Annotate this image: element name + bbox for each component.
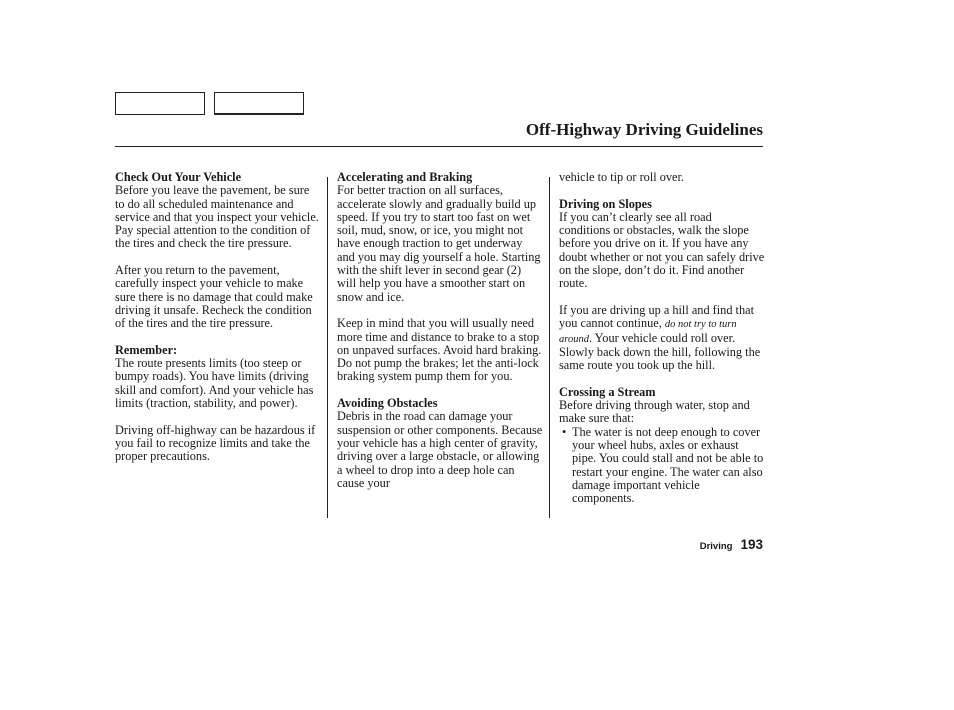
section-heading: Avoiding Obstacles — [337, 396, 438, 411]
paragraph: If you can’t clearly see all road conditions or obstacles, walk the slope before you drive on it. If you have any doubt whether or not you can safely drive on the slope, don’t do it. Find another route. — [559, 209, 765, 291]
nav-box-left[interactable] — [115, 92, 205, 115]
paragraph: The route presents limits (too steep or bumpy roads). You have limits (driving skill and comfort). And your vehicle has limits (traction, stability, and power). — [115, 356, 314, 411]
paragraph — [559, 304, 765, 372]
paragraph: Before driving through water, stop and make sure that: — [559, 398, 750, 426]
bullet-list — [559, 426, 765, 506]
bullet-item: • The water is not deep enough to cover your wheel hubs, axles or exhaust pipe. You could stall and not be able to restart your engine. The water can also damage important vehicle components. — [559, 426, 765, 506]
page-number: 193 — [740, 537, 763, 552]
paragraph: Debris in the road can damage your suspension or other components. Because your vehicle has a high center of gravity, driving over a large obstacle, or allowing a wheel to drop into a deep hole can cause your — [337, 409, 543, 490]
paragraph-continuation: vehicle to tip or roll over. — [559, 170, 684, 184]
column-divider — [327, 177, 328, 518]
text-run: . Your vehicle could roll over. Slowly back down the hill, following the same route you took up the hill. — [559, 330, 761, 373]
page-footer — [700, 536, 763, 554]
section-heading: Remember: — [115, 342, 178, 357]
page-title: Off-Highway Driving Guidelines — [525, 120, 763, 139]
paragraph: For better traction on all surfaces, accelerate slowly and gradually build up speed. If you try to start too fast on wet soil, mud, snow, or ice, you might not have enough traction to get underway and you may dig yourself a hole. Starting with the shift lever in second gear (2) will help you have a smoother start on snow and ice. — [337, 183, 541, 304]
section-heading: Accelerating and Braking — [337, 170, 473, 184]
section-heading: Check Out Your Vehicle — [115, 170, 242, 184]
section-heading: Crossing a Stream — [559, 384, 656, 399]
italic-emphasis: do not try to turn around — [559, 319, 737, 345]
nav-box-right[interactable] — [214, 92, 304, 115]
paragraph: After you return to the pavement, carefully inspect your vehicle to make sure there is no damage that could make driving it unsafe. Recheck the condition of the tires and the tire pressure. — [115, 263, 313, 331]
column-2 — [337, 171, 543, 503]
paragraph: Keep in mind that you will usually need more time and distance to brake to a stop on unpaved surfaces. Avoid hard braking. Do not pump the brakes; let the anti-lock braking system pump them for you. — [337, 316, 542, 384]
paragraph: Before you leave the pavement, be sure to do all scheduled maintenance and service and that you inspect your vehicle. Pay special attention to the condition of the tires and check the tire pressure. — [115, 183, 319, 251]
footer-section-label: Driving — [699, 541, 733, 552]
paragraph: Driving off-highway can be hazardous if you fail to recognize limits and take the proper precautions. — [115, 422, 316, 464]
section-heading: Driving on Slopes — [559, 196, 652, 211]
column-3 — [559, 171, 765, 505]
title-rule — [115, 146, 763, 147]
column-1 — [115, 171, 321, 477]
text-run: If you are driving up a hill and find that you cannot continue, — [559, 302, 754, 331]
column-divider — [549, 177, 550, 518]
